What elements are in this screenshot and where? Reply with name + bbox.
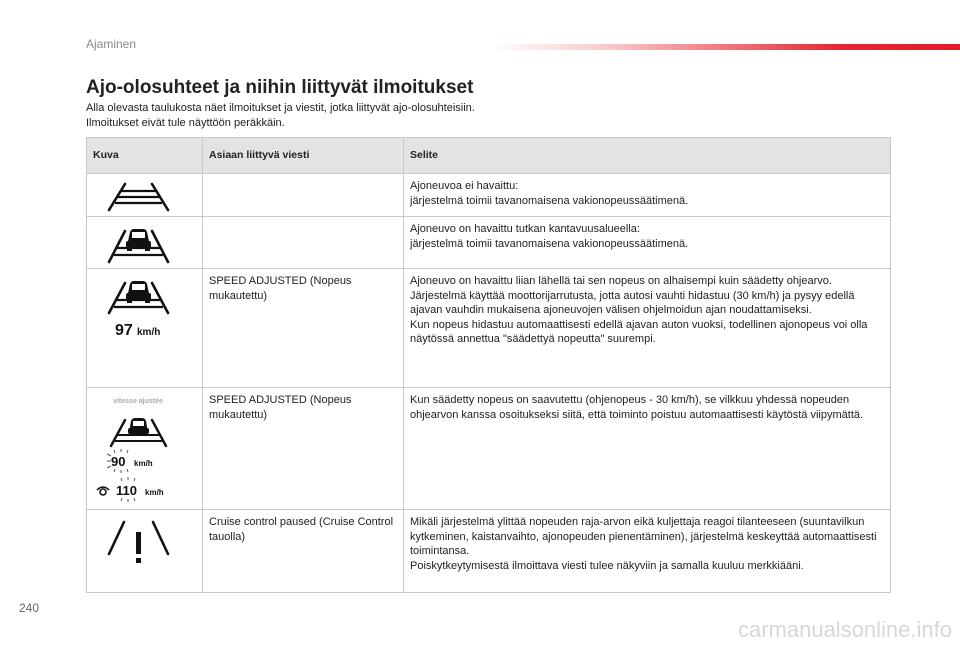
icon-cell xyxy=(87,269,203,388)
watermark: carmanualsonline.info xyxy=(737,617,952,642)
table-row xyxy=(87,388,891,510)
explanation-line: Ajoneuvo on havaittu tutkan kantavuusalueella: xyxy=(410,223,640,235)
table-row xyxy=(87,174,891,217)
page-number: 240 xyxy=(19,601,40,615)
lane-car-speed-icon xyxy=(87,269,190,349)
explanation-cell xyxy=(404,510,891,593)
header-image: Kuva xyxy=(87,138,203,174)
icon-cell xyxy=(87,217,203,269)
speed-adjusted-blink-icon xyxy=(87,388,190,509)
explanation-line: järjestelmä toimii tavanomaisena vakionopeussäätimenä. xyxy=(410,237,689,250)
table-header-row xyxy=(87,138,891,174)
icon-cell xyxy=(87,174,203,217)
display-text: vitesse ajustée xyxy=(113,398,163,405)
explanation-cell xyxy=(404,174,891,217)
intro-text xyxy=(86,101,475,131)
header-explanation: Selite xyxy=(404,138,891,174)
warning-exclamation-icon xyxy=(87,510,190,570)
page-title: Ajo-olosuhteet ja niihin liittyvät ilmoitukset xyxy=(86,77,474,98)
speed-value-1: 90 xyxy=(111,454,126,469)
intro-line-2: Ilmoitukset eivät tule näyttöön peräkkäin. xyxy=(86,117,285,129)
intro-line-1: Alla olevasta taulukosta näet ilmoitukset ja viestit, jotka liittyvät ajo-olosuhteisiin. xyxy=(86,102,475,114)
icon-cell xyxy=(87,510,203,593)
speed-unit: km/h xyxy=(137,327,161,338)
message-cell: SPEED ADJUSTED (Nopeus mukautettu) xyxy=(203,388,404,510)
speed-unit-2: km/h xyxy=(145,488,164,497)
header-message: Asiaan liittyvä viesti xyxy=(203,138,404,174)
lane-lines-icon xyxy=(87,174,190,216)
explanation-line: Ajoneuvoa ei havaittu: xyxy=(410,180,519,192)
table-row xyxy=(87,217,891,269)
explanation-cell xyxy=(404,217,891,269)
speed-value-2: 110 xyxy=(116,483,137,498)
notifications-table xyxy=(86,137,891,593)
explanation-line: järjestelmä toimii tavanomaisena vakionopeussäätimenä. xyxy=(410,194,689,207)
explanation-cell xyxy=(404,388,891,510)
message-cell: SPEED ADJUSTED (Nopeus mukautettu) xyxy=(203,269,404,388)
section-label: Ajaminen xyxy=(86,37,137,51)
lane-with-car-icon xyxy=(87,217,190,268)
explanation-line: Järjestelmä käyttää moottorijarrutusta, jotta autosi vauhti hidastuu (30 km/h) ja pysyy edellä ajavan vauhdin mukaisena ajoneuvojen välisen ohjelmoidun ajan noudattamiseksi. xyxy=(410,289,855,316)
explanation-line: Kun nopeus hidastuu automaattisesti edellä ajavan auton vuoksi, todellinen ajonopeus voi olla näytössä annettua "säädettyä nopeutta" suurempi. xyxy=(410,318,868,345)
message-cell xyxy=(203,217,404,269)
icon-cell xyxy=(87,388,203,510)
explanation-line: Poiskytkeytymisestä ilmoittava viesti tulee näkyviin ja samalla kuuluu merkkiääni. xyxy=(410,559,804,572)
table-row xyxy=(87,269,891,388)
message-cell: Cruise control paused (Cruise Control tauolla) xyxy=(203,510,404,593)
header-accent-bar xyxy=(490,44,960,50)
speed-value: 97 xyxy=(115,322,133,339)
message-cell xyxy=(203,174,404,217)
table-row xyxy=(87,510,891,593)
explanation-line: Mikäli järjestelmä ylittää nopeuden raja-arvon eikä kuljettaja reagoi tilanteeseen (suuntavilkun kytkeminen, kaistanvaihto, ajonopeuden pienentäminen), järjestelmä keskeyttää automaattisesti toimintansa. xyxy=(410,516,877,557)
speed-unit-1: km/h xyxy=(134,459,153,468)
explanation-line: Ajoneuvo on havaittu liian lähellä tai sen nopeus on alhaisempi kuin säädetty ohjearvo. xyxy=(410,275,832,287)
explanation-cell xyxy=(404,269,891,388)
explanation-line: Kun säädetty nopeus on saavutettu (ohjenopeus - 30 km/h), se vilkkuu yhdessä nopeuden ohjearvon kanssa osoitukseksi siitä, että toiminto poistuu automaattisesti käytöstä viipymättä. xyxy=(410,394,864,421)
